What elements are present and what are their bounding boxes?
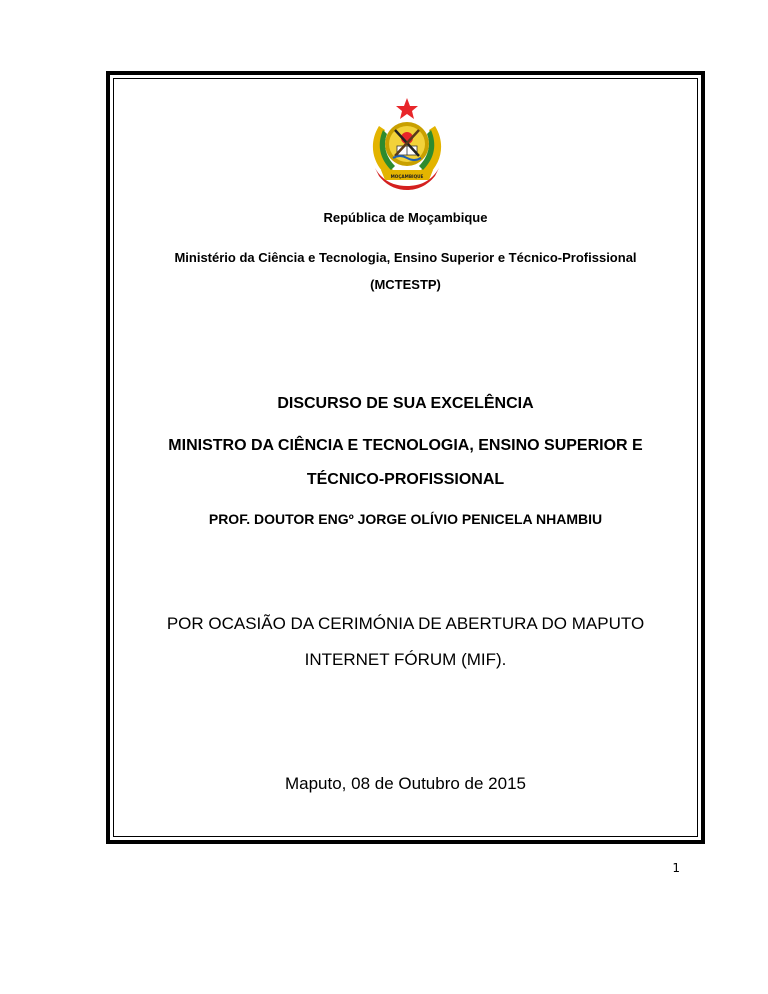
minister-title-line-1: MINISTRO DA CIÊNCIA E TECNOLOGIA, ENSINO SUPERIOR E xyxy=(168,437,643,454)
occasion-line-1: POR OCASIÃO DA CERIMÓNIA DE ABERTURA DO MAPUTO xyxy=(166,614,645,633)
ministry-acronym: (MCTESTP) xyxy=(370,277,441,292)
svg-text:MOÇAMBIQUE: MOÇAMBIQUE xyxy=(390,174,424,179)
place-and-date: Maputo, 08 de Outubro de 2015 xyxy=(284,774,526,793)
occasion-line-2: INTERNET FÓRUM (MIF). xyxy=(304,650,507,669)
republic-heading: República de Moçambique xyxy=(323,210,488,225)
ministry-heading: Ministério da Ciência e Tecnologia, Ensino Superior e Técnico-Profissional xyxy=(174,250,637,265)
speech-title: DISCURSO DE SUA EXCELÊNCIA xyxy=(277,395,534,412)
minister-title-line-2: TÉCNICO-PROFISSIONAL xyxy=(306,471,505,488)
page-number: 1 xyxy=(672,861,680,875)
minister-name: PROF. DOUTOR ENGº JORGE OLÍVIO PENICELA NHAMBIU xyxy=(208,511,603,527)
coat-of-arms-icon xyxy=(365,96,449,192)
